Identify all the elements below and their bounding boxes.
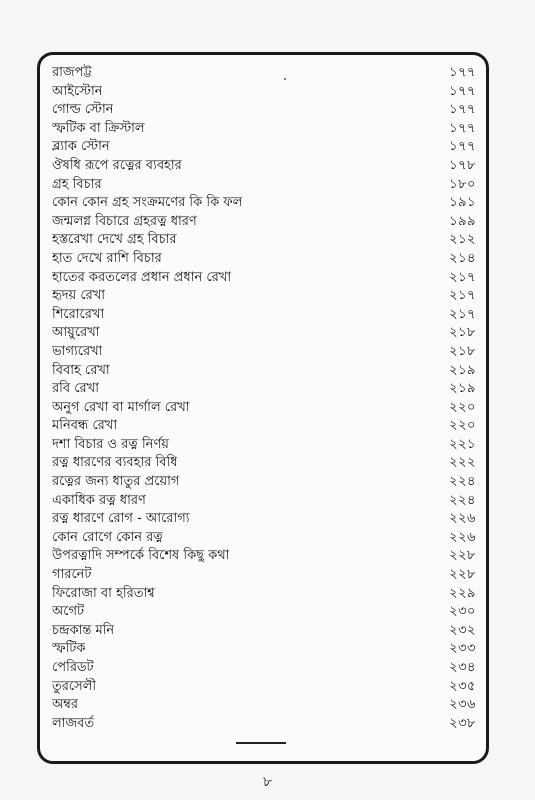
toc-entry-page: ২১২ — [449, 232, 476, 248]
toc-entry-page: ২৩০ — [449, 604, 476, 620]
toc-entry — [52, 417, 476, 436]
toc-entry-page: ২২৮ — [449, 548, 476, 564]
toc-entry-title: অনুগ রেখা বা মার্গাল রেখা — [52, 399, 190, 415]
toc-entry-title: আইস্টোন — [52, 83, 103, 99]
toc-entry-page: ১৭৭ — [449, 65, 476, 80]
toc-entry-title: জন্মলগ্ন বিচারে গ্রহরত্ন ধারণ — [52, 213, 197, 229]
toc-entry-title: ভাগ্যরেখা — [52, 343, 103, 359]
toc-entry-title: রত্ন ধারণের ব্যবহার বিধি — [52, 455, 178, 471]
toc-entry — [52, 287, 476, 306]
toc-entry — [52, 473, 476, 492]
toc-entry-page: ২২৬ — [449, 529, 476, 545]
toc-entry-title: হাতের করতলের প্রধান প্রধান রেখা — [52, 269, 232, 285]
toc-entry — [52, 603, 476, 622]
toc-entry — [52, 64, 476, 83]
toc-entry — [52, 454, 476, 473]
toc-entry-title: গোল্ড স্টোন — [52, 102, 114, 118]
toc-entry-title: হাত দেখে রাশি বিচার — [52, 250, 162, 266]
toc-entry-page: ১৭৭ — [449, 120, 476, 136]
toc-entry-title: গারনেট — [52, 567, 92, 583]
toc-entry-title: বিবাহ রেখা — [52, 362, 110, 378]
toc-entry — [52, 492, 476, 511]
toc-entry-page: ১৯১ — [449, 195, 476, 211]
toc-entry-title: শিরোরেখা — [52, 306, 105, 322]
toc-entry — [52, 101, 476, 120]
toc-entry-title: আয়ুরেখা — [52, 325, 100, 341]
toc-entry-title: হৃদয় রেখা — [52, 288, 106, 304]
toc-entry — [52, 269, 476, 288]
toc-entry-title: রবি রেখা — [52, 381, 99, 397]
toc-entry — [52, 380, 476, 399]
toc-entry-title: উপরত্নাদি সম্পর্কে বিশেষ কিছু কথা — [52, 548, 230, 564]
toc-entry — [52, 194, 476, 213]
toc-entry-title: কোন কোন গ্রহ সংক্রমণের কি কি ফল — [52, 195, 243, 211]
toc-entry — [52, 696, 476, 715]
toc-entry — [52, 83, 476, 102]
toc-entry — [52, 157, 476, 176]
toc-entry-page: ১৯৯ — [449, 213, 476, 229]
toc-entry-page: ২২৬ — [449, 511, 476, 527]
toc-entry-title: ঔষধি রূপে রত্নের ব্যবহার — [52, 157, 182, 173]
toc-entry-title: ফিরোজা বা হরিতাশ্ব — [52, 585, 155, 601]
toc-entry-page: ২১৭ — [449, 288, 476, 304]
toc-entry-page: ১৭৭ — [449, 139, 476, 155]
toc-entry-title: স্ফটিক বা ক্রিস্টাল — [52, 120, 145, 136]
toc-entry-page: ১৭৭ — [449, 83, 476, 99]
toc-entry-page: ২১৯ — [449, 381, 476, 397]
toc-entry — [52, 678, 476, 697]
toc-entry-page: ২৩২ — [449, 622, 476, 638]
toc-entry — [52, 640, 476, 659]
toc-entry-page: ২১৭ — [449, 306, 476, 322]
toc-entry-title: রাজপট্ট — [52, 65, 92, 80]
toc-entry-page: ২১৪ — [449, 250, 476, 266]
toc-entry-page: ২২১ — [449, 436, 476, 452]
toc-entry-title: হস্তরেখা দেখে গ্রহ বিচার — [52, 232, 177, 248]
toc-entry-page: ২১৮ — [449, 343, 476, 359]
toc-entry — [52, 213, 476, 232]
toc-entry-title: দশা বিচার ও রত্ন নির্ণয় — [52, 436, 169, 452]
page-number: ৮ — [262, 774, 273, 790]
toc-entry-page: ১৭৮ — [449, 157, 476, 173]
toc-entry-title: স্ফটিক — [52, 641, 86, 657]
end-rule — [236, 742, 286, 744]
toc-entry — [52, 510, 476, 529]
toc-entry-title: পেরিডট — [52, 660, 94, 675]
toc-entry — [52, 324, 476, 343]
toc-entry — [52, 659, 476, 678]
toc-entry-page: ২১৭ — [449, 269, 476, 285]
toc-entry-title: মনিবন্ধ রেখা — [52, 418, 118, 434]
toc-entry-title: তুরসেলী — [52, 678, 97, 694]
toc-entry — [52, 566, 476, 585]
toc-entry — [52, 547, 476, 566]
toc-entry — [52, 622, 476, 641]
toc-entry — [52, 138, 476, 157]
toc-entry-page: ২২৪ — [449, 492, 476, 508]
toc-entry — [52, 715, 476, 734]
toc-entry-page: ২২০ — [449, 418, 476, 434]
toc-entry-page: ২২৮ — [449, 567, 476, 583]
toc-entry — [52, 436, 476, 455]
toc-entry-title: ব্ল্যাক স্টোন — [52, 139, 110, 155]
toc-entry-title: চন্দ্রকান্ত মনি — [52, 622, 115, 638]
toc-entry-page: ২৩৫ — [449, 678, 476, 694]
toc-entry-page: ২৩৪ — [449, 660, 476, 675]
toc-entry-title: গ্রহ বিচার — [52, 176, 102, 192]
toc-entry — [52, 250, 476, 269]
toc-entry-title: একাধিক রত্ন ধারণ — [52, 492, 146, 508]
toc-entry — [52, 306, 476, 325]
toc-entry-title: রত্নের জন্য ধাতুর প্রয়োগ — [52, 474, 180, 490]
toc-entry — [52, 585, 476, 604]
toc-entry-page: ২৩৬ — [449, 697, 476, 713]
toc-entry — [52, 343, 476, 362]
toc-entry-page: ২২৪ — [449, 474, 476, 490]
toc-entry-page: ১৭৭ — [449, 102, 476, 118]
toc-entry-page: ২২২ — [449, 455, 476, 471]
toc-entry — [52, 176, 476, 195]
toc-entry-title: লাজবর্ত — [52, 715, 95, 731]
toc-entry-page: ২২০ — [449, 399, 476, 415]
toc-entry-page: ২১৮ — [449, 325, 476, 341]
table-of-contents — [52, 64, 476, 733]
toc-entry-title: রত্ন ধারণে রোগ - আরোগ্য — [52, 511, 190, 527]
toc-entry-page: ২২৯ — [449, 585, 476, 601]
toc-entry-page: ২১৯ — [449, 362, 476, 378]
toc-entry — [52, 362, 476, 381]
toc-entry-title: কোন রোগে কোন রত্ন — [52, 529, 163, 545]
toc-entry — [52, 399, 476, 418]
toc-entry-page: ২৩৮ — [449, 715, 476, 731]
toc-entry-page: ১৮০ — [449, 176, 476, 192]
toc-entry — [52, 231, 476, 250]
toc-entry — [52, 529, 476, 548]
toc-entry — [52, 120, 476, 139]
toc-entry-title: অগেট — [52, 604, 85, 620]
toc-entry-page: ২৩৩ — [449, 641, 476, 657]
toc-entry-title: অম্বর — [52, 697, 79, 713]
